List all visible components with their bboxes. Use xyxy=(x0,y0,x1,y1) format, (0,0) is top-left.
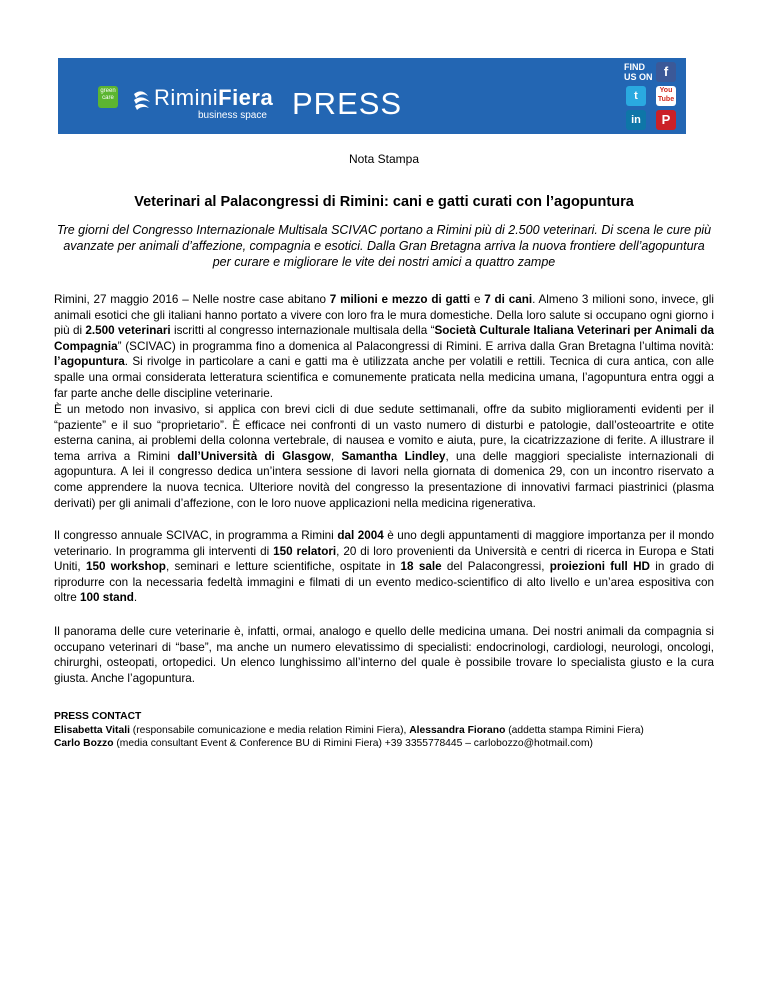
press-contact xyxy=(54,710,744,751)
brand-light: Rimini xyxy=(154,85,219,110)
p1-bold-dogs: 7 di cani xyxy=(484,293,533,306)
p1-text-e: iscritti al congresso internazionale multisala della “ xyxy=(170,324,435,338)
p3-text-c: è uno degli appuntamenti di maggiore importanza per il mondo veterinario. In programma gli interventi di xyxy=(54,529,714,558)
p2-bold-lindley: Samantha Lindley xyxy=(341,449,446,463)
contact-name-1: Elisabetta Vitali xyxy=(54,724,130,736)
youtube-top: You xyxy=(659,87,673,94)
p3-bold-stands: 100 stand xyxy=(79,591,134,605)
pinterest-icon[interactable]: P xyxy=(656,110,676,130)
contact-role-3: (media consultant Event & Conference BU di Rimini Fiera) +39 3355778445 – carlobozzo@hotmail.com) xyxy=(113,738,593,749)
paragraph-2 xyxy=(54,402,714,511)
p1-bold-vets: 2.500 veterinari xyxy=(85,324,171,338)
contact-name-2: Alessandra Fiorano xyxy=(409,724,506,736)
linkedin-icon[interactable]: in xyxy=(626,110,646,130)
brand-name xyxy=(154,85,273,111)
p3-text-d: , 20 di loro provenienti da Università e centri di ricerca in Europa e Stati Uniti, xyxy=(54,544,715,574)
youtube-icon[interactable] xyxy=(656,86,676,106)
p1-text-a: Rimini, 27 maggio 2016 – Nelle nostre case abitano xyxy=(54,293,330,306)
p2-text-c: , xyxy=(330,449,342,463)
p3-bold-hd: proiezioni full HD xyxy=(549,560,650,574)
contact-role-2: (addetta stampa Rimini Fiera) xyxy=(505,724,644,736)
contact-name-3: Carlo Bozzo xyxy=(54,738,114,749)
find-us-on xyxy=(624,62,653,82)
paragraph-4: Il panorama delle cure veterinarie è, infatti, ormai, analogo e quello delle medicina umana. Dei nostri animali da compagnia si occupano veterinari di “base”, ma anche un numero elevatissimo di specialisti: endocrinologi, cardiologi, neurologi, oncologi, chirurghi, osteopati, ortopedici. Un elenco lunghissimo all’interno del quale è possibile trovare lo specialista giusto e la cura giusta. Anche l’agopuntura. xyxy=(54,625,714,685)
badge-bottom: care xyxy=(102,95,114,101)
green-care-logo xyxy=(98,86,118,108)
document-label: Nota Stampa xyxy=(348,152,420,166)
p1-text-d: . Almeno 3 milioni sono, invece, gli animali esotici che gli italiani hanno portato a vivere con loro fra le mura domestiche. Della loro salute si occupano ogni giorno i più di xyxy=(54,293,715,338)
p1-text-f: ” (SCIVAC) in programma fino a domenica al Palacongressi di Rimini. E arriva dalla Gran Bretagna l’ultima novità: xyxy=(117,339,714,353)
p3-text-h: . xyxy=(133,591,138,605)
youtube-bottom: Tube xyxy=(657,96,675,103)
p3-bold-workshops: 150 workshop xyxy=(85,560,166,574)
p3-bold-2004: dal 2004 xyxy=(337,529,384,542)
p3-bold-rooms: 18 sale xyxy=(400,560,442,574)
press-release-title: Veterinari al Palacongressi di Rimini: cani e gatti curati con l’agopuntura xyxy=(134,194,634,210)
contact-role-1: (responsabile comunicazione e media relation Rimini Fiera), xyxy=(129,724,410,736)
p1-text-g: . Si rivolge in particolare a cani e gatti ma è utilizzata anche per volatili e rettili. Tecnica di cura antica, con alle spalle una ormai considerata letteratura scientifica e comunemente praticata nella medicina umana, l’agopuntura entra oggi a far parte anche delle discipline veterinarie. xyxy=(54,355,714,400)
p2-bold-glasgow: dall’Università di Glasgow xyxy=(177,449,331,463)
press-release-subtitle: Tre giorni del Congresso Internazionale Multisala SCIVAC portano a Rimini più di 2.500 veterinari. Di scena le cure più avanzate per animali d’affezione, compagnia e esotici. Dalla Gran Bretagna arriva la nuova frontiere dell’agopuntura per curare e migliorare le vite dei nostri amici a quattro zampe xyxy=(56,223,712,269)
p3-text-f: del Palacongressi, xyxy=(441,560,550,574)
header-banner xyxy=(58,58,686,134)
p3-text-a: Il congresso annuale SCIVAC, in programma a Rimini xyxy=(54,529,338,542)
p3-bold-speakers: 150 relatori xyxy=(273,544,337,558)
paragraph-3 xyxy=(54,528,714,606)
facebook-icon[interactable]: f xyxy=(656,62,676,82)
paragraph-1 xyxy=(54,292,714,401)
badge-top: green xyxy=(100,88,116,94)
twitter-icon[interactable]: t xyxy=(626,86,646,106)
p1-text-c: e xyxy=(470,293,485,306)
p2-text-a: È un metodo non invasivo, si applica con brevi cicli di due sedute settimanali, offre da subito miglioramenti evidenti per il “paziente” e il suo “proprietario”. È efficace nei confronti di un vasto numero di disturbi e patologie, dall’osteoartrite e otite esterna canina, ai problemi della colonna vertebrale, di nausea e vomito e aiuta, pure, la cicatrizzazione di ferite. A illustrare il tema arriva a Rimini xyxy=(54,403,714,463)
contact-heading: PRESS CONTACT xyxy=(54,711,142,722)
riminifiera-logo-icon xyxy=(132,90,152,110)
p1-bold-society: Società Culturale Italiana Veterinari per Animali da Compagnia xyxy=(54,324,714,353)
brand-bold: Fiera xyxy=(218,85,274,110)
find-line2: US ON xyxy=(624,72,653,82)
p1-bold-acupuncture: l’agopuntura xyxy=(54,355,125,369)
p1-bold-cats: 7 milioni e mezzo di gatti xyxy=(329,293,471,306)
find-line1: FIND xyxy=(624,62,645,72)
brand-subtitle: business space xyxy=(198,110,267,121)
p2-text-d: , una delle maggiori specialiste internazionali di agopuntura. A lei il congresso dedica un’intera sessione di lavori nella giornata di domenica 29, con un incontro riservato a come apprendere la nuova tecnica. Ulteriore novità del congresso la presentazione di innovativi farmaci piastrinici (plasma derivati) per gli animali d’affezione, con le loro nuove applicazioni nella medicina rigenerativa. xyxy=(54,449,715,510)
press-label: PRESS xyxy=(292,86,403,121)
p3-text-g: in grado di riprodurre con la necessaria fedeltà immagini e filmati di un evento medico-scientifico di alto livello e un’area espositiva con oltre xyxy=(54,560,714,605)
p3-text-e: , seminari e letture scientifiche, ospitate in xyxy=(165,560,401,574)
